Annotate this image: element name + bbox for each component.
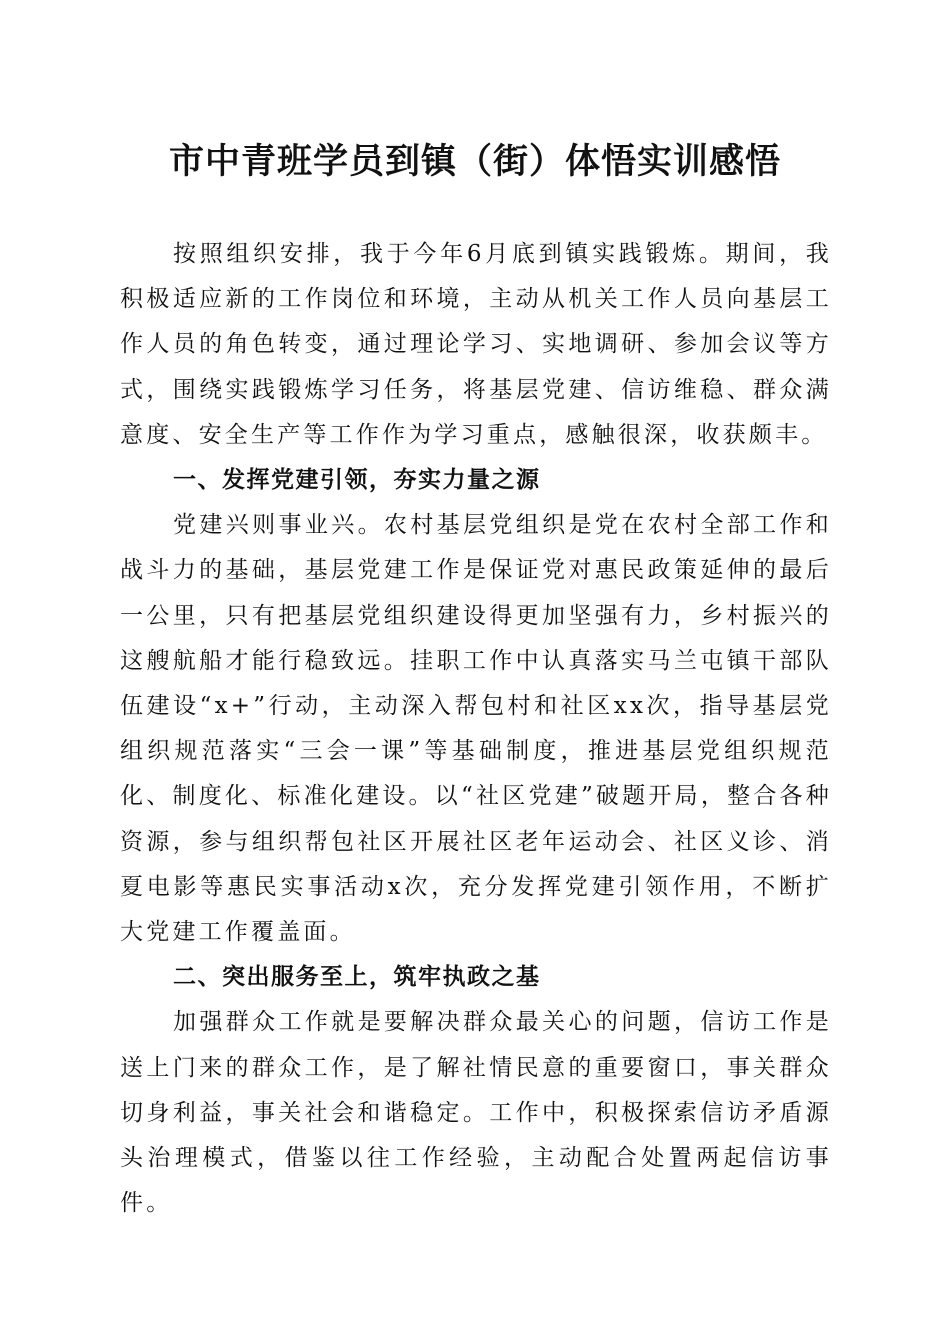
paragraph-intro: 按照组织安排，我于今年6月底到镇实践锻炼。期间，我积极适应新的工作岗位和环境，主动从机关工作人员向基层工作人员的角色转变，通过理论学习、实地调研、参加会议等方式，围绕实践锻炼学习任务，将基层党建、信访维稳、群众满意度、安全生产等工作作为学习重点，感触很深，收获颇丰。	[120, 241, 832, 448]
section-heading-2: 二、突出服务至上，筑牢执政之基	[173, 964, 541, 991]
document-body	[120, 232, 832, 1226]
paragraph-party-building: 党建兴则事业兴。农村基层党组织是党在农村全部工作和战斗力的基础，基层党建工作是保证党对惠民政策延伸的最后一公里，只有把基层党组织建设得更加坚强有力，乡村振兴的这艘航船才能行稳致远。挂职工作中认真落实马兰屯镇干部队伍建设“x+”行动，主动深入帮包村和社区xx次，指导基层党组织规范落实“三会一课”等基础制度，推进基层党组织规范化、制度化、标准化建设。以“社区党建”破题开局，整合各种资源，参与组织帮包社区开展社区老年运动会、社区义诊、消夏电影等惠民实事活动x次，充分发挥党建引领作用，不断扩大党建工作覆盖面。	[120, 512, 832, 946]
paragraph-service: 加强群众工作就是要解决群众最关心的问题，信访工作是送上门来的群众工作，是了解社情民意的重要窗口，事关群众切身利益，事关社会和谐稳定。工作中，积极探索信访矛盾源头治理模式，借鉴以往工作经验，主动配合处置两起信访事件。	[120, 1009, 832, 1217]
section-heading-1: 一、发挥党建引领，夯实力量之源	[173, 467, 541, 494]
document-title: 市中青班学员到镇（街）体悟实训感悟	[168, 141, 781, 182]
